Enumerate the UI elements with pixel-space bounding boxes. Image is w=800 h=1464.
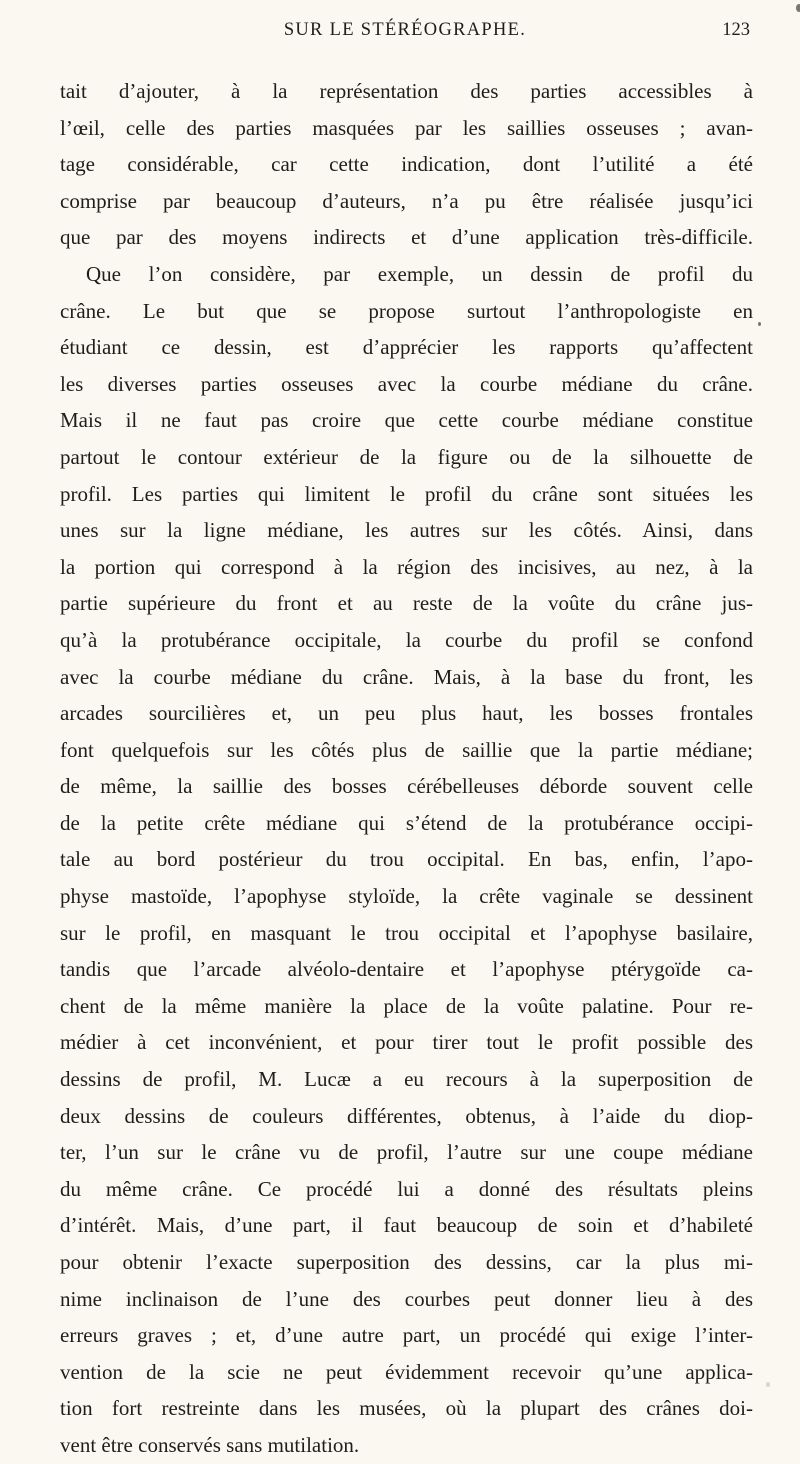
text-line: sur le profil, en masquant le trou occipital et l’apophyse basilaire,	[60, 920, 753, 945]
text-line: tage considérable, car cette indication, dont l’utilité a été	[60, 152, 753, 177]
text-line: partie supérieure du front et au reste de la voûte du crâne jus-	[60, 591, 753, 616]
body-text	[60, 73, 753, 1464]
text-line: étudiant ce dessin, est d’apprécier les rapports qu’affectent	[60, 335, 753, 360]
text-line: vention de la scie ne peut évidemment recevoir qu’une applica-	[60, 1359, 753, 1384]
text-line: médier à cet inconvénient, et pour tirer tout le profit possible des	[60, 1030, 753, 1055]
paper-speck	[758, 322, 761, 326]
text-line: l’œil, celle des parties masquées par les saillies osseuses ; avan-	[60, 115, 753, 140]
text-line: physe mastoïde, l’apophyse styloïde, la crête vaginale se dessinent	[60, 884, 753, 909]
text-line: arcades sourcilières et, un peu plus haut, les bosses frontales	[60, 701, 753, 726]
text-line: d’intérêt. Mais, d’une part, il faut beaucoup de soin et d’habileté	[60, 1213, 753, 1238]
text-line: tion fort restreinte dans les musées, où la plupart des crânes doi-	[60, 1396, 753, 1421]
running-title: SUR LE STÉRÉOGRAPHE.	[283, 20, 527, 40]
page-number: 123	[722, 20, 750, 40]
text-line: comprise par beaucoup d’auteurs, n’a pu être réalisée jusqu’ici	[60, 188, 753, 213]
text-line: deux dessins de couleurs différentes, obtenus, à l’aide du diop-	[60, 1103, 753, 1128]
text-line: tale au bord postérieur du trou occipital. En bas, enfin, l’apo-	[60, 847, 753, 872]
text-line: de même, la saillie des bosses cérébelleuses déborde souvent celle	[60, 774, 753, 799]
text-line: font quelquefois sur les côtés plus de saillie que la partie médiane;	[60, 737, 753, 762]
text-line: unes sur la ligne médiane, les autres sur les côtés. Ainsi, dans	[60, 518, 753, 543]
text-line: nime inclinaison de l’une des courbes peut donner lieu à des	[60, 1286, 753, 1311]
text-line: profil. Les parties qui limitent le profil du crâne sont situées les	[60, 481, 753, 506]
text-line: partout le contour extérieur de la figure ou de la silhouette de	[60, 444, 753, 469]
text-line: qu’à la protubérance occipitale, la courbe du profil se confond	[60, 627, 753, 652]
text-line: la portion qui correspond à la région des incisives, au nez, à la	[60, 554, 753, 579]
text-line: Mais il ne faut pas croire que cette courbe médiane constitue	[60, 408, 753, 433]
text-line: dessins de profil, M. Lucæ a eu recours à la superposition de	[60, 1067, 753, 1092]
text-line: de la petite crête médiane qui s’étend de la protubérance occipi-	[60, 810, 753, 835]
text-line: tait d’ajouter, à la représentation des parties accessibles à	[60, 79, 753, 103]
text-line: les diverses parties osseuses avec la courbe médiane du crâne.	[60, 371, 753, 396]
text-line: vent être conservés sans mutilation.	[60, 1432, 360, 1457]
text-line: crâne. Le but que se propose surtout l’anthropologiste en	[60, 298, 753, 323]
paragraph-start-line: Que l’on considère, par exemple, un dessin de profil du	[86, 261, 753, 286]
text-line: erreurs graves ; et, d’une autre part, un procédé qui exige l’inter-	[60, 1323, 753, 1348]
running-head	[60, 14, 750, 44]
text-line: pour obtenir l’exacte superposition des dessins, car la plus mi-	[60, 1250, 753, 1274]
text-line: du même crâne. Ce procédé lui a donné des résultats pleins	[60, 1176, 753, 1201]
text-line: tandis que l’arcade alvéolo-dentaire et l’apophyse ptérygoïde ca-	[60, 957, 753, 982]
text-line: avec la courbe médiane du crâne. Mais, à la base du front, les	[60, 664, 753, 689]
text-line: que par des moyens indirects et d’une application très-difficile.	[60, 225, 753, 250]
text-line: ter, l’un sur le crâne vu de profil, l’autre sur une coupe médiane	[60, 1140, 753, 1165]
text-line: chent de la même manière la place de la voûte palatine. Pour re-	[60, 993, 753, 1018]
paper-speck	[796, 4, 800, 12]
paper-speck	[766, 1382, 770, 1387]
